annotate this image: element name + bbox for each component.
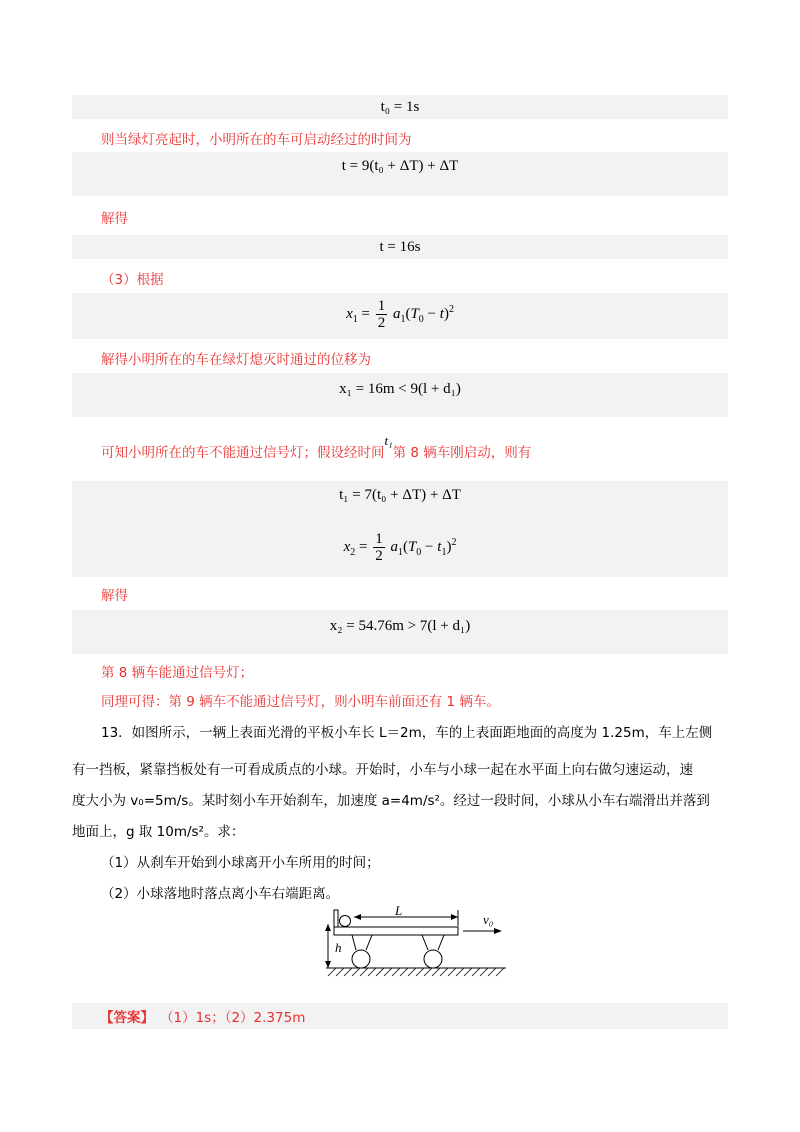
- label-h: h: [335, 940, 342, 955]
- text-cannot-pass: [101, 433, 532, 463]
- label-L: L: [395, 906, 403, 918]
- fraction-half: $\frac{1}{2}$: [377, 298, 386, 331]
- ball: [340, 916, 351, 927]
- label-jiede-1: 解得: [101, 211, 128, 227]
- right-wheel-support: [422, 935, 444, 950]
- text-green-light: 则当绿灯亮起时，小明所在的车可启动经过的时间为: [101, 132, 412, 148]
- velocity-arrowhead: [494, 928, 502, 934]
- equation-box-t1-x2: [72, 481, 728, 577]
- answer-label: 【答案】: [100, 1010, 154, 1026]
- equation-x1-value: x₁ = 16m < 9(l + d₁): [339, 381, 461, 397]
- label-jiede-2: 解得: [101, 588, 128, 604]
- left-wheel: [352, 950, 370, 968]
- equation-x2-value: x₂ = 54.76m > 7(l + d₁): [329, 618, 471, 634]
- q13-line-2: 有一挡板，紧靠挡板处有一可看成质点的小球。开始时，小车与小球一起在水平面上向右做匀速运动，速: [72, 762, 693, 778]
- text-car9: 同理可得：第 9 辆车不能通过信号灯，则小明车前面还有 1 辆车。: [101, 694, 500, 710]
- equation-box-x1-value: [72, 373, 728, 417]
- cart-baffle: [334, 910, 338, 928]
- equation-t16: t = 16s: [379, 239, 421, 255]
- fraction-half-2: $\frac{1}{2}$: [375, 531, 383, 564]
- equation-box-x2-value: [72, 610, 728, 654]
- equation-box-x1-formula: [72, 293, 728, 339]
- equation-t: t = 9(t₀ + ΔT) + ΔT: [341, 158, 459, 174]
- cart-diagram: [318, 906, 508, 982]
- q13-sub-2: （2）小球落地时落点离小车右端距离。: [101, 886, 340, 902]
- equation-x2-formula: $x_2$ = $\frac{1}{2}$ $a_1(T_0 - t_1)^2$: [343, 531, 457, 564]
- q13-line-4: 地面上，g 取 10m/s²。求：: [72, 824, 245, 840]
- symbol-t1: t₁: [384, 433, 393, 448]
- label-v0: v₀: [483, 912, 494, 927]
- ground-hatching: [328, 968, 504, 976]
- length-arrow-left: [354, 914, 361, 920]
- text-x1-desc: 解得小明所在的车在绿灯熄灭时通过的位移为: [101, 352, 371, 368]
- answer-text: （1）1s；（2）2.375m: [160, 1010, 306, 1026]
- left-wheel-support: [352, 935, 372, 950]
- text-cannot-pass-part1: 可知小明所在的车不能通过信号灯；假设经时间: [101, 445, 385, 461]
- answer-box: [72, 1003, 728, 1029]
- q13-sub-1: （1）从刹车开始到小球离开小车所用的时间；: [101, 855, 380, 871]
- q13-line-3: 度大小为 v₀=5m/s。某时刻小车开始刹车，加速度 a=4m/s²。经过一段时间，小球从小车右端滑出并落到: [72, 793, 710, 809]
- text-car8: 第 8 辆车能通过信号灯；: [101, 665, 254, 681]
- equation-box-t16: [72, 235, 728, 259]
- equation-t0: t₀ = 1s: [380, 99, 420, 115]
- height-arrow-top: [325, 924, 331, 931]
- equation-box-t: [72, 152, 728, 196]
- height-arrow-bottom: [325, 961, 331, 968]
- q13-line-1: 13．如图所示，一辆上表面光滑的平板小车长 L＝2m，车的上表面距地面的高度为 1.25m，车上左侧: [101, 725, 713, 741]
- equation-x1-formula: $x_1$ = $\frac{1}{2}$ $a_1(T_0 - t)^2$: [346, 298, 454, 331]
- equation-box-t0: [72, 95, 728, 119]
- equation-t1: t₁ = 7(t₀ + ΔT) + ΔT: [339, 487, 461, 503]
- right-wheel: [424, 950, 442, 968]
- length-arrow-right: [451, 914, 458, 920]
- cart-board: [334, 927, 458, 935]
- label-genju: （3）根据: [101, 272, 164, 288]
- text-cannot-pass-part2: 第 8 辆车刚启动，则有: [392, 445, 532, 461]
